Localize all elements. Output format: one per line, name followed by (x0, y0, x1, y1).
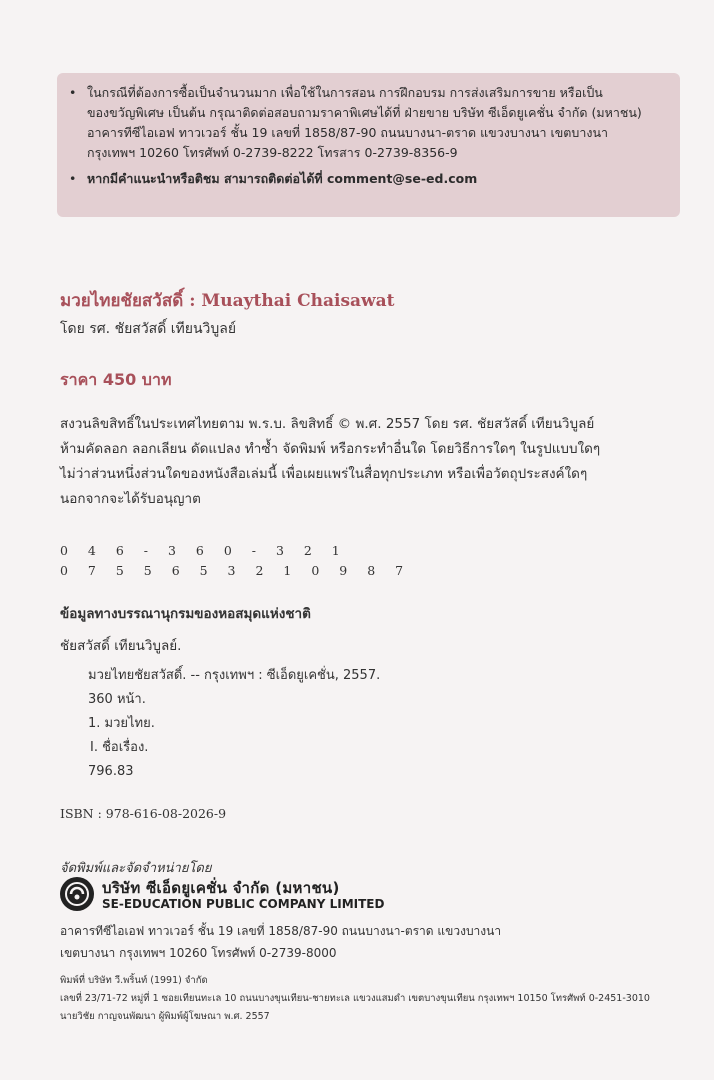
copyright-notice (60, 412, 690, 512)
catalog-entry: 1. มวยไทย. (88, 716, 155, 731)
publisher-address-line: เขตบางนา กรุงเทพฯ 10260 โทรศัพท์ 0-2739-8000 (60, 946, 337, 960)
print-codes (60, 541, 411, 581)
publisher-name-thai: บริษัท ซีเอ็ดยูเคชั่น จำกัด (มหาชน) (102, 879, 340, 897)
copyright-line: นอกจากจะได้รับอนุญาต (60, 491, 201, 507)
catalog-heading: ข้อมูลทางบรรณานุกรมของหอสมุดแห่งชาติ (60, 606, 311, 622)
catalog-entry: 360 หน้า. (88, 692, 146, 707)
book-title (60, 287, 395, 314)
bulk-order-line: กรุงเทพฯ 10260 โทรศัพท์ 0-2739-8222 โทรสาร 0-2739-8356-9 (87, 145, 458, 160)
publisher-address (60, 920, 501, 964)
book-author: โดย รศ. ชัยสวัสดิ์ เทียนวิบูลย์ (60, 321, 237, 337)
bulk-order-line: อาคารทีซีไอเอฟ ทาวเวอร์ ชั้น 19 เลขที่ 1858/87-90 ถนนบางนา-ตราด แขวงบางนา เขตบางนา (87, 125, 609, 140)
feedback-text: หากมีคำแนะนำหรือติชม สามารถติดต่อได้ที่ comment@se-ed.com (87, 171, 478, 186)
publisher-name-english: SE-EDUCATION PUBLIC COMPANY LIMITED (102, 897, 385, 911)
printer-info (60, 972, 650, 1026)
isbn: ISBN : 978-616-08-2026-9 (60, 806, 227, 821)
bulk-order-info-box (57, 73, 680, 217)
bulk-order-line: ในกรณีที่ต้องการซื้อเป็นจำนวนมาก เพื่อใช้ในการสอน การฝึกอบรม การส่งเสริมการขาย หรือเป็น (87, 85, 603, 100)
se-ed-logo-icon (60, 877, 94, 911)
book-price: ราคา 450 บาท (60, 370, 172, 389)
feedback-bullet (65, 169, 668, 189)
copyright-line: ไม่ว่าส่วนหนึ่งส่วนใดของหนังสือเล่มนี้ เพื่อเผยแพร่ในสื่อทุกประเภท หรือเพื่อวัตถุประสงค์ใดๆ (60, 466, 588, 482)
catalog-entry: มวยไทยชัยสวัสดิ์. -- กรุงเทพฯ : ซีเอ็ดยูเคชั่น, 2557. (88, 668, 381, 683)
copyright-line: สงวนลิขสิทธิ์ในประเทศไทยตาม พ.ร.บ. ลิขสิทธิ์ © พ.ศ. 2557 โดย รศ. ชัยสวัสดิ์ เทียนวิบูลย์ (60, 416, 595, 432)
book-title-english: Muaythai Chaisawat (201, 291, 395, 311)
bulk-order-line: ของขวัญพิเศษ เป็นต้น กรุณาติดต่อสอบถามราคาพิเศษได้ที่ ฝ่ายขาย บริษัท ซีเอ็ดยูเคชั่น จำกัด (มหาชน) (87, 105, 642, 120)
catalog-entry: 796.83 (88, 764, 134, 779)
publisher-label: จัดพิมพ์และจัดจำหน่ายโดย (60, 861, 212, 876)
bulk-order-text (87, 83, 668, 163)
bullet-icon: • (69, 85, 77, 100)
bulk-order-bullet (65, 83, 668, 163)
copyright-line: ห้ามคัดลอก ลอกเลียน ดัดแปลง ทำซ้ำ จัดพิมพ์ หรือกระทำอื่นใด โดยวิธีการใดๆ ในรูปแบบใดๆ (60, 441, 601, 457)
catalog-entries (88, 664, 380, 784)
catalog-entry: I. ชื่อเรื่อง. (90, 740, 149, 755)
publisher-address-line: อาคารทีซีไอเอฟ ทาวเวอร์ ชั้น 19 เลขที่ 1858/87-90 ถนนบางนา-ตราด แขวงบางนา (60, 924, 502, 938)
print-code-line-1: 0 4 6 - 3 6 0 - 3 2 1 (60, 543, 348, 558)
book-title-thai: มวยไทยชัยสวัสดิ์ (60, 291, 184, 311)
printer-line: นายวิชัย กาญจนพัฒนา ผู้พิมพ์ผู้โฆษณา พ.ศ. 2557 (60, 1011, 270, 1022)
printer-line: เลขที่ 23/71-72 หมู่ที่ 1 ซอยเทียนทะเล 10 ถนนบางขุนเทียน-ชายทะเล แขวงแสมดำ เขตบางขุนเทียน กรุงเทพฯ 10150 โทรศัพท์ 0-2451-3010 (60, 993, 650, 1004)
printer-line: พิมพ์ที่ บริษัท วี.พริ้นท์ (1991) จำกัด (60, 975, 208, 986)
catalog-author: ชัยสวัสดิ์ เทียนวิบูลย์. (60, 638, 182, 654)
book-title-separator: : (183, 291, 202, 311)
print-code-line-2: 0 7 5 5 6 5 3 2 1 0 9 8 7 (60, 563, 412, 578)
bullet-icon: • (69, 171, 77, 186)
